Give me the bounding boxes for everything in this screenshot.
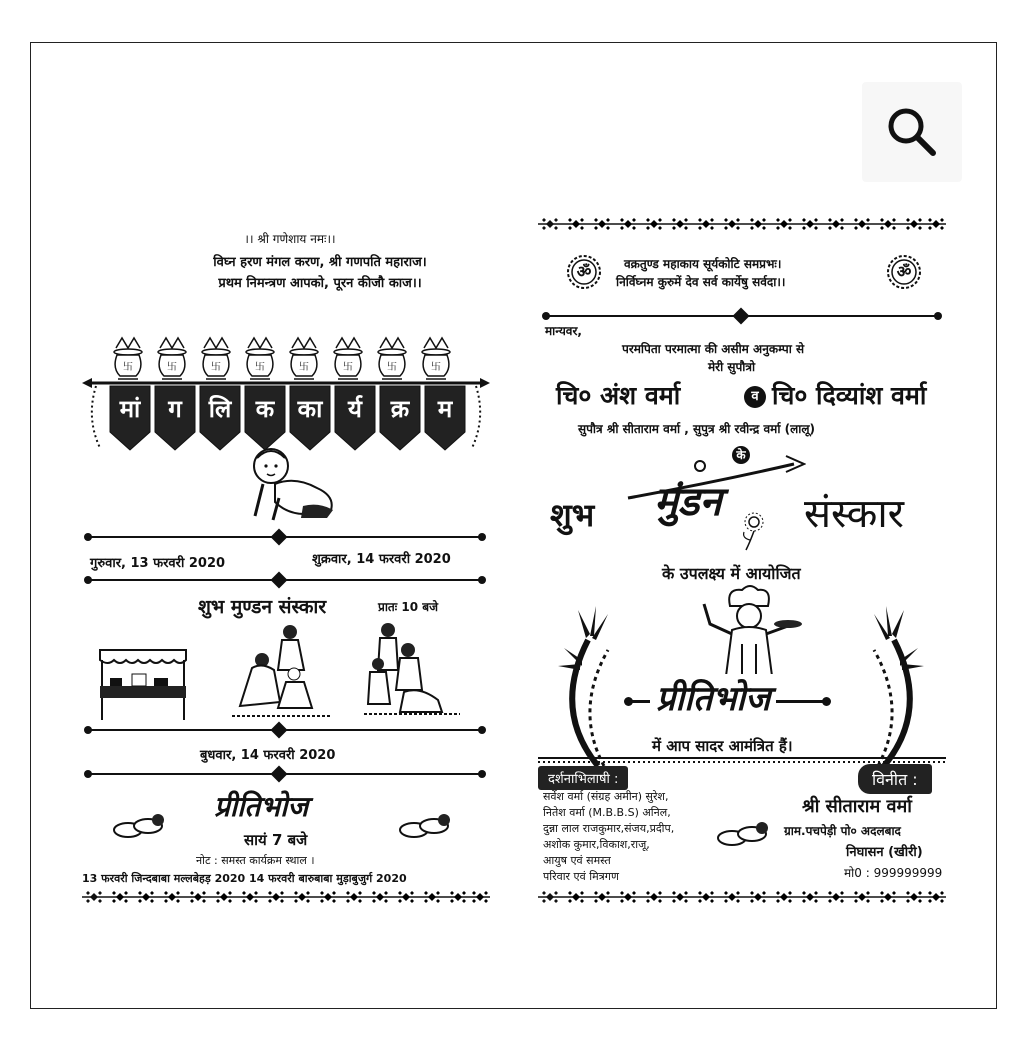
pritibhoj-title: प्रीतिभोज — [214, 790, 309, 823]
darshan-list — [543, 789, 674, 885]
darshan-line: सर्वेश वर्मा (संग्रह अमीन) सुरेश, — [543, 790, 669, 803]
invite-line: में आप सादर आमंत्रित हैं। — [652, 737, 793, 755]
food-stall-illustration — [96, 644, 190, 724]
child-name-2: चि० दिव्यांश वर्मा — [772, 381, 927, 410]
darshan-line: दुन्ना लाल राजकुमार,संजय,प्रदीप, — [543, 822, 675, 835]
darshan-label: दर्शनाभिलाषी : — [538, 766, 628, 790]
program-note: नोट : समस्त कार्यक्रम स्थाल । — [196, 854, 315, 867]
crawling-baby-illustration — [245, 444, 341, 528]
child-name-1: चि० अंश वर्मा — [556, 381, 681, 410]
occasion-line: के उपलक्ष्य में आयोजित — [662, 564, 801, 583]
darshan-line: आयुष एवं समस्त — [543, 854, 611, 867]
invocation: ।। श्री गणेशाय नमः।। — [244, 232, 336, 246]
dish-icon — [112, 812, 168, 840]
salutation: मान्यवर, — [545, 324, 582, 338]
om-badge-right — [884, 252, 924, 292]
venue-line: 13 फरवरी जिन्दबाबा मल्लबेहड़ 2020 14 फरवरी बारुबाबा मुड़ाबुजुर्ग 2020 — [82, 872, 407, 885]
vineet-label: विनीत : — [858, 764, 932, 794]
intro-line-1: परमपिता परमात्मा की असीम अनुकम्पा से — [622, 342, 805, 356]
banner-title-text: मांगलिक कार्यक्रम — [82, 470, 89, 471]
banner-letter: म — [437, 394, 453, 423]
ornamental-plant-left — [548, 600, 614, 768]
shloka-line-1: वक्रतुण्ड महाकाय सूर्यकोटि समप्रभः। — [624, 257, 782, 271]
svg-text:卐: 卐 — [123, 362, 133, 373]
sanskar-word: संस्कार — [804, 491, 905, 537]
darshan-line: नितेश वर्मा (M.B.B.S) अनिल, — [543, 806, 671, 819]
magnifier-icon — [884, 104, 940, 160]
border-ornament — [538, 215, 946, 233]
zoom-button[interactable] — [862, 82, 962, 182]
om-badge-left — [564, 252, 604, 292]
mundan-word: मुंडन — [654, 478, 722, 525]
banner-letter: मां — [119, 394, 141, 423]
dish-icon — [716, 820, 772, 848]
chef-illustration — [696, 584, 802, 680]
intro-line-2: मेरी सुपौत्रो — [708, 360, 756, 374]
banner-letter: का — [297, 394, 323, 423]
flower-icon — [738, 512, 768, 552]
pritibhoj-title-right: प्रीतिभोज — [650, 674, 776, 720]
border-ornament — [538, 888, 946, 906]
doha-line-1: विघ्न हरण मंगल करण, श्री गणपति महाराज। — [213, 255, 427, 270]
border-ornament — [82, 888, 490, 906]
host-name: श्री सीताराम वर्मा — [802, 796, 912, 817]
event-day-3: बुधवार, 14 फरवरी 2020 — [200, 748, 336, 763]
banner-letter: ग — [168, 394, 182, 423]
ke-badge: के — [732, 446, 750, 464]
ornamental-plant-right — [868, 600, 934, 768]
doha-line-2: प्रथम निमन्त्रण आपको, पूरन कीजौ काज।। — [218, 276, 422, 291]
host-address-2: निघासन (खीरी) — [846, 845, 923, 860]
pritibhoj-time: सायं 7 बजे — [244, 831, 308, 849]
banner-letter: क्र — [390, 394, 410, 423]
banner-letter: क — [255, 394, 275, 423]
banner-letter: र्य — [348, 394, 362, 423]
relation-line: सुपौत्र श्री सीताराम वर्मा , सुपुत्र श्री रवीन्द्र वर्मा (लालू) — [578, 422, 815, 436]
darshan-line: अशोक कुमार,विकाश,राजू, — [543, 838, 650, 851]
shloka-line-2: निर्विघ्नम कुरुमें देव सर्व कार्येषु सर्वदा।। — [616, 275, 786, 289]
mundan-title: शुभ मुण्डन संस्कार — [198, 596, 327, 618]
banner-letter: लि — [208, 394, 232, 423]
dish-icon — [398, 812, 454, 840]
host-phone: मो0 : 999999999 — [844, 866, 943, 880]
pritibhoj-right-title-block — [628, 676, 828, 726]
kalash-row-icon — [108, 334, 468, 384]
om-symbol: ॐ — [896, 262, 912, 281]
event-day-2: शुक्रवार, 14 फरवरी 2020 — [312, 552, 451, 567]
mundan-time: प्रातः 10 बजे — [378, 600, 439, 614]
fringe-ornament — [538, 756, 946, 764]
event-day-1: गुरुवार, 13 फरवरी 2020 — [90, 556, 226, 571]
family-illustration — [364, 620, 460, 718]
om-symbol: ॐ — [576, 262, 592, 281]
shubh-word: शुभ — [550, 496, 595, 534]
mundan-ceremony-illustration — [232, 622, 332, 720]
and-badge: व — [744, 386, 766, 408]
darshan-line: परिवार एवं मित्रगण — [543, 870, 619, 883]
host-address-1: ग्राम.पचपेड़ी पो० अदलबाद — [784, 824, 901, 838]
